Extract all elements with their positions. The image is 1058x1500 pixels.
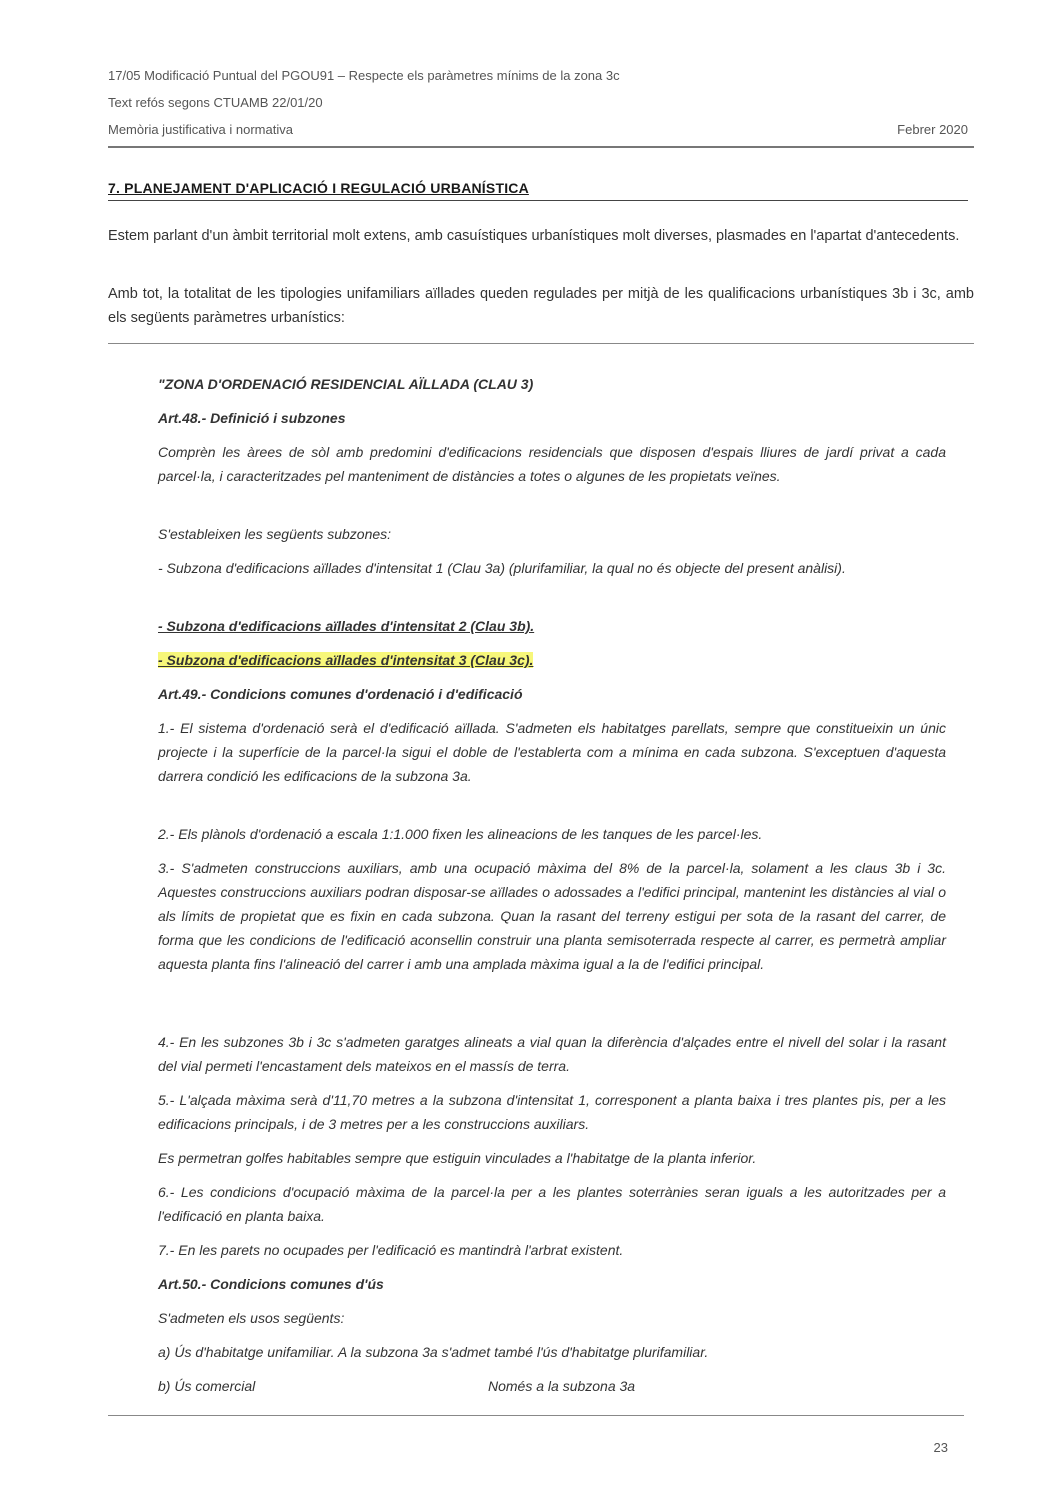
condition-1: 1.- El sistema d'ordenació serà el d'edificació aïllada. S'admeten els habitatges parellats, sempre que constitueixin un únic projecte i la superfície de la parcel·la sigui el doble de l'establerta com a mínima en cada subzona. S'exceptuen d'aquesta darrera condició les edificacions de la subzona 3a. [158,720,946,784]
subzone-item-3c-highlighted: - Subzona d'edificacions aïllades d'intensitat 3 (Clau 3c). [158,652,534,668]
article-48-title: Art.48.- Definició i subzones [158,410,346,426]
page-number: 23 [933,1440,948,1455]
use-item-b [158,1374,946,1398]
article-50-title: Art.50.- Condicions comunes d'ús [158,1276,384,1292]
uses-intro: S'admeten els usos següents: [158,1310,345,1326]
section-title: 7. PLANEJAMENT D'APLICACIÓ I REGULACIÓ URBANÍSTICA [108,180,968,201]
header-text-version: Text refós segons CTUAMB 22/01/20 [108,95,323,110]
use-item-b-label: b) Ús comercial [158,1378,256,1394]
header-divider [108,146,974,148]
header-date: Febrer 2020 [897,122,968,137]
subzone-item-3b-text: - Subzona d'edificacions aïllades d'intensitat 2 (Clau 3b). [158,618,535,634]
use-item-a: a) Ús d'habitatge unifamiliar. A la subzona 3a s'admet també l'ús d'habitatge plurifamiliar. [158,1344,709,1360]
header-document-type: Memòria justificativa i normativa [108,122,293,137]
use-item-b-value: Només a la subzona 3a [488,1378,636,1394]
condition-3: 3.- S'admeten construccions auxiliars, amb una ocupació màxima del 8% de la parcel·la, solament a les claus 3b i 3c. Aquestes construccions auxiliars podran disposar-se aïllades o adossades a l'edifici principal, mantenint les distàncies al vial o als límits de propietat que es fixin en cada subzona. Quan la rasant del terreny estigui per sota de la rasant del carrer, de forma que les condicions de l'edificació aconsellin construir una planta semisoterrada respecte al carrer, es permetrà ampliar aquesta planta fins l'alineació del carrer i amb una amplada màxima igual a la de l'edifici principal. [158,860,946,972]
subzone-item-3a: - Subzona d'edificacions aïllades d'intensitat 1 (Clau 3a) (plurifamiliar, la qual no és objecte del present anàlisi). [158,560,846,576]
subzone-item-3b [158,614,946,638]
section-paragraph-1: Estem parlant d'un àmbit territorial molt extens, amb casuístiques urbanístiques molt diverses, plasmades en l'apartat d'antecedents. [108,228,960,244]
zone-title: "ZONA D'ORDENACIÓ RESIDENCIAL AÏLLADA (CLAU 3) [158,376,534,392]
subzones-intro: S'estableixen les següents subzones: [158,526,392,542]
condition-7: 7.- En les parets no ocupades per l'edificació es mantindrà l'arbrat existent. [158,1242,624,1258]
condition-6: 6.- Les condicions d'ocupació màxima de la parcel·la per a les plantes soterrànies seran iguals a les autoritzades per a l'edificació en planta baixa. [158,1184,946,1224]
section-paragraph-2: Amb tot, la totalitat de les tipologies unifamiliars aïllades queden regulades per mitjà de les qualificacions urbanístiques 3b i 3c, amb els següents paràmetres urbanístics: [108,286,974,326]
article-48-paragraph: Comprèn les àrees de sòl amb predomini d'edificacions residencials que disposen d'espais lliures de jardí privat a cada parcel·la, i caracteritzades pel manteniment de distàncies a totes o algunes de les propietats veïnes. [158,444,946,484]
condition-2: 2.- Els plànols d'ordenació a escala 1:1.000 fixen les alineacions de les tanques de les parcel·les. [158,826,763,842]
article-49-title: Art.49.- Condicions comunes d'ordenació i d'edificació [158,686,523,702]
subzone-item-3c [158,648,946,672]
condition-5: 5.- L'alçada màxima serà d'11,70 metres a la subzona d'intensitat 1, corresponent a planta baixa i tres plantes pis, per a les edificacions principals, i de 3 metres per a les construccions auxiliars. [158,1092,946,1132]
condition-4: 4.- En les subzones 3b i 3c s'admeten garatges alineats a vial quan la diferència d'alçades entre el nivell del solar i la rasant del vial permeti l'encastament dels mateixos en el massís de terra. [158,1034,946,1074]
condition-5-attics: Es permetran golfes habitables sempre que estiguin vinculades a l'habitatge de la planta inferior. [158,1150,757,1166]
footer-divider [108,1415,964,1416]
intro-divider [108,343,974,344]
header-project-title: 17/05 Modificació Puntual del PGOU91 – Respecte els paràmetres mínims de la zona 3c [108,68,620,83]
